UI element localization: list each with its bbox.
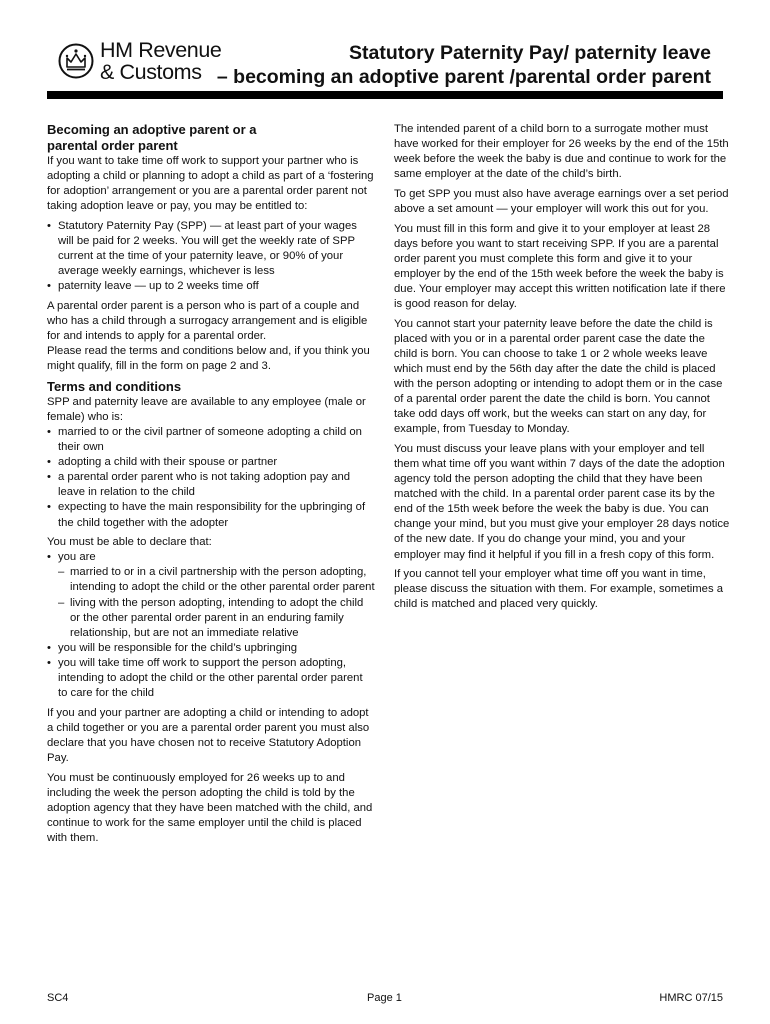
title-line-1: Statutory Paternity Pay/ paternity leave xyxy=(349,42,711,64)
form-version: HMRC 07/15 xyxy=(659,992,723,1004)
paragraph: A parental order parent is a person who is part of a couple and who has a child through a surrogacy arrangement and is eligible for and intends to apply for a parental order. xyxy=(47,299,368,343)
paragraph: You must discuss your leave plans with your employer and tell them what time off you want within 7 days of the date the adoption agency told the person adopting the child that they have been matched with the child. In a parental order parent case its by the end of the 15th week before the week the baby is due. You can change your mind, but you must give your employer 28 days notice of the new date. If you do change your mind, you and your employer may find it helpful if you fill in a fresh copy of this form. xyxy=(394,442,730,561)
paragraph: SPP and paternity leave are available to any employee (male or female) who is: xyxy=(47,395,366,423)
form-code: SC4 xyxy=(47,992,69,1004)
paragraph: If you cannot tell your employer what time off you want in time, please discuss the situation with them. For example, sometimes a child is matched and placed very quickly. xyxy=(394,568,724,611)
page-number: Page 1 xyxy=(367,992,402,1004)
list-item: • expecting to have the main responsibility for the upbringing of the child together with the adopter xyxy=(47,500,375,530)
declaration-list xyxy=(47,550,375,701)
paragraph: The intended parent of a child born to a surrogate mother must have worked for their employer for 26 weeks by the end of the 15th week before the week the baby is due and continue to work for the same employer at the date of the child’s birth. xyxy=(394,123,729,181)
paragraph: You cannot start your paternity leave before the date the child is placed with you or in a parental order parent case the date the child is born. You can choose to take 1 or 2 whole weeks leave which must end by the 56th day after the date the child is placed with the person adopting or intending to adopt them or in the case of a parental order parent the date the child is born. You cannot take odd days off work, but the weeks can start on any day, for example, from Tuesday to Monday. xyxy=(394,317,723,436)
section-heading-terms: Terms and conditions xyxy=(47,378,182,394)
list-item: • adopting a child with their spouse or partner xyxy=(47,455,375,470)
title-line-2: – becoming an adoptive parent /parental order parent xyxy=(216,66,711,88)
paragraph: You must fill in this form and give it to your employer at least 28 days before you want to start receiving SPP. If you are a parental order parent you must complete this form and give it to your employer by the end of the 15th week before the week the baby is due. Your employer may accept this written notification late if there is good reason for delay. xyxy=(394,222,726,311)
paragraph: To get SPP you must also have average earnings over a set period above a set amount — your employer will work this out for you. xyxy=(394,187,729,215)
right-column xyxy=(394,122,730,617)
heading-line-1: Becoming an adoptive parent or a xyxy=(47,122,257,137)
header-rule xyxy=(47,91,723,99)
list-item: • a parental order parent who is not taking adoption pay and leave in relation to the child xyxy=(47,470,375,500)
paragraph: Please read the terms and conditions below and, if you think you might qualify, fill in the form on page 2 and 3. xyxy=(47,345,370,373)
crown-crest-icon xyxy=(58,41,94,81)
list-item-text: you are xyxy=(58,551,96,564)
list-item xyxy=(47,550,375,641)
sub-list xyxy=(47,565,375,640)
entitlement-list xyxy=(47,219,375,294)
sub-list-item: – married to or in a civil partnership with the person adopting, intending to adopt the child or the other parental order parent xyxy=(47,565,375,595)
list-item: • married to or the civil partner of someone adopting a child on their own xyxy=(47,425,375,455)
paragraph: If you and your partner are adopting a child or intending to adopt a child together or you are a parental order parent you must also declare that you have chosen not to receive Statutory Adoption Pay. xyxy=(47,706,370,764)
page-title xyxy=(217,41,711,89)
sub-list-item: – living with the person adopting, intending to adopt the child or the other parental order parent in an enduring family relationship, but are not an immediate relative xyxy=(47,596,375,641)
paragraph: You must be continuously employed for 26 weeks up to and including the week the person adopting the child is told by the adoption agency that they have been matched with the child, and continue to work for the same employer until the child is placed with them. xyxy=(47,771,373,844)
section-heading-adoptive xyxy=(47,122,375,154)
left-column xyxy=(47,122,375,851)
logo-line-2: & Customs xyxy=(100,60,202,84)
paragraph: You must be able to declare that: xyxy=(47,536,212,549)
list-item: • you will be responsible for the child’s upbringing xyxy=(47,641,375,656)
list-item: • you will take time off work to support the person adopting, intending to adopt the child or the other parental order parent to care for the child xyxy=(47,656,375,701)
logo-wordmark xyxy=(100,39,221,83)
heading-line-2: parental order parent xyxy=(47,138,178,153)
eligibility-list xyxy=(47,425,375,531)
list-item: • paternity leave — up to 2 weeks time off xyxy=(47,279,375,294)
logo-line-1: HM Revenue xyxy=(100,38,222,62)
list-item: • Statutory Paternity Pay (SPP) — at least part of your wages will be paid for 2 weeks. You will get the weekly rate of SPP current at the time of your paternity leave, or 90% of your average weekly earnings, whichever is less xyxy=(47,219,375,279)
intro-paragraph: If you want to take time off work to support your partner who is adopting a child or planning to adopt a child as part of a ‘fostering for adoption’ arrangement or you are a parental order parent not taking adoption leave or pay, you may be entitled to: xyxy=(47,155,374,213)
